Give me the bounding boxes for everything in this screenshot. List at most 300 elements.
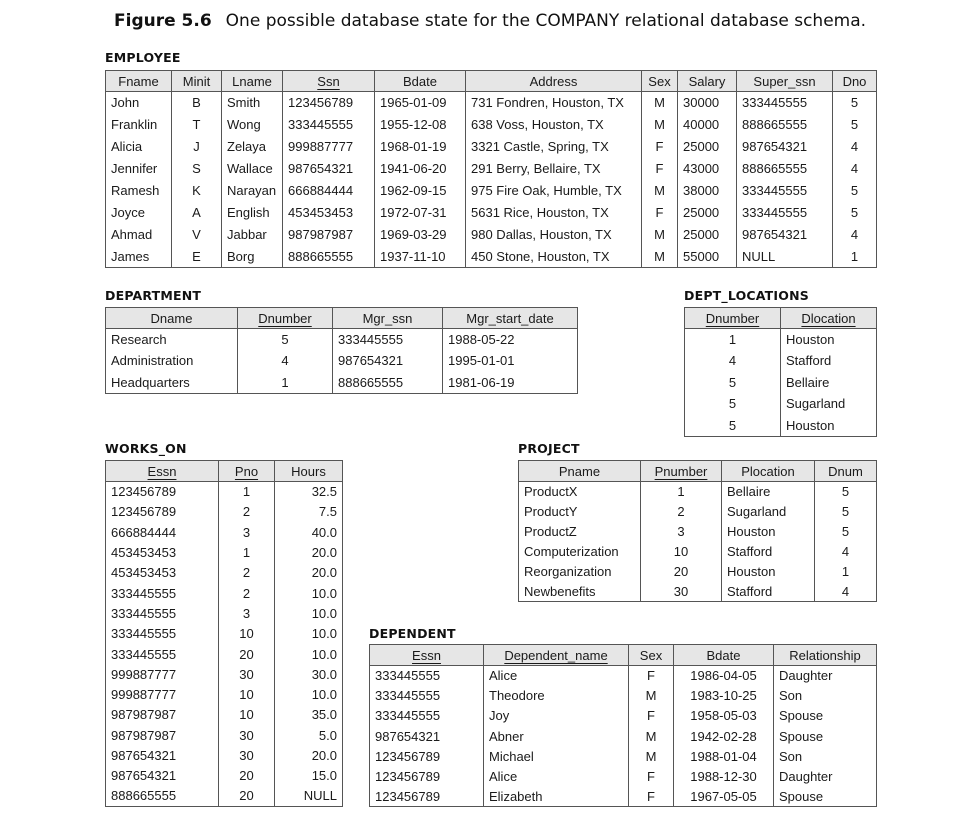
department-cell: Research [106,329,238,351]
project-cell: Houston [722,562,815,582]
employee-column-header [833,71,877,92]
project-cell: Houston [722,522,815,542]
works-on-cell: 10 [219,684,275,704]
employee-column-label: Fname [118,73,159,89]
employee-column-label: Lname [232,73,272,89]
employee-row [106,246,877,268]
dept-locations-cell: 5 [685,393,781,415]
project-cell: 5 [815,502,877,522]
works-on-row [106,766,343,786]
department-column-header [443,308,578,329]
works-on-cell: 20.0 [275,542,343,562]
works-on-row [106,624,343,644]
employee-row [106,136,877,158]
works-on-cell: 453453453 [106,542,219,562]
employee-cell: 333445555 [737,92,833,114]
dependent-cell: 1986-04-05 [674,666,774,686]
works-on-cell: 987654321 [106,766,219,786]
works-on-cell: 453453453 [106,563,219,583]
works-on-column-header [106,461,219,482]
dependent-row [370,746,877,766]
project-cell: 30 [641,582,722,602]
employee-column-header [172,71,222,92]
employee-cell: T [172,114,222,136]
works-on-cell: NULL [275,786,343,806]
employee-column-label: Address [529,73,578,89]
project-cell: 2 [641,502,722,522]
employee-cell: V [172,224,222,246]
dependent-cell: Spouse [774,787,877,807]
department-cell: 333445555 [333,329,443,351]
employee-cell: James [106,246,172,268]
dept-locations-row [685,372,877,394]
employee-column-label: Salary [688,73,726,89]
dependent-column-header [774,645,877,666]
employee-cell: M [642,114,678,136]
works-on-cell: 30 [219,664,275,684]
project-cell: ProductZ [519,522,641,542]
works-on-row [106,684,343,704]
department-row [106,372,578,394]
project-cell: 5 [815,482,877,502]
employee-row [106,224,877,246]
employee-cell: 5 [833,92,877,114]
dept-locations-table-title: DEPT_LOCATIONS [684,288,809,303]
dependent-cell: Abner [484,726,629,746]
works-on-cell: 333445555 [106,603,219,623]
project-cell: 1 [815,562,877,582]
works-on-row [106,502,343,522]
project-row [519,582,877,602]
department-cell: Headquarters [106,372,238,394]
employee-column-label: Sex [648,73,671,89]
employee-cell: 4 [833,136,877,158]
employee-cell: 1968-01-19 [375,136,466,158]
works-on-table [105,460,343,807]
project-table [518,460,877,602]
works-on-row [106,482,343,502]
figure-number: Figure 5.6 [114,11,212,31]
dependent-cell: 987654321 [370,726,484,746]
project-column-header [519,461,641,482]
department-column-label: Dnumber [258,310,312,326]
dependent-cell: Elizabeth [484,787,629,807]
project-cell: 10 [641,542,722,562]
employee-cell: 980 Dallas, Houston, TX [466,224,642,246]
dept-locations-cell: 5 [685,415,781,437]
employee-column-header [737,71,833,92]
project-cell: Stafford [722,542,815,562]
employee-cell: 453453453 [283,202,375,224]
project-row [519,562,877,582]
dept-locations-cell: 5 [685,372,781,394]
works-on-cell: 30 [219,745,275,765]
dependent-cell: 1988-12-30 [674,766,774,786]
employee-cell: Joyce [106,202,172,224]
dept-locations-column-label: Dnumber [705,310,760,326]
employee-cell: 38000 [678,180,737,202]
dependent-cell: 123456789 [370,766,484,786]
works-on-column-header [219,461,275,482]
works-on-cell: 20.0 [275,563,343,583]
project-cell: 4 [815,542,877,562]
project-column-label: Dnum [828,463,863,479]
employee-row [106,202,877,224]
works-on-cell: 333445555 [106,624,219,644]
employee-cell: M [642,246,678,268]
works-on-cell: 35.0 [275,705,343,725]
department-column-label: Dname [150,310,193,326]
employee-table [105,70,877,268]
dependent-cell: M [629,726,674,746]
department-column-header [106,308,238,329]
employee-cell: 1941-06-20 [375,158,466,180]
dependent-cell: Joy [484,706,629,726]
dept-locations-row [685,329,877,351]
employee-cell: J [172,136,222,158]
department-cell: Administration [106,350,238,372]
employee-cell: 731 Fondren, Houston, TX [466,92,642,114]
employee-cell: 987654321 [737,136,833,158]
project-column-header [815,461,877,482]
employee-column-header [642,71,678,92]
dependent-column-label: Essn [412,647,441,663]
employee-cell: 1 [833,246,877,268]
works-on-row [106,603,343,623]
works-on-table-title: WORKS_ON [105,441,187,456]
employee-cell: 987987987 [283,224,375,246]
project-row [519,522,877,542]
employee-cell: 333445555 [737,202,833,224]
works-on-cell: 10 [219,624,275,644]
dependent-cell: Son [774,746,877,766]
employee-column-label: Minit [182,73,211,89]
project-cell: Stafford [722,582,815,602]
works-on-cell: 123456789 [106,502,219,522]
dependent-column-label: Sex [639,647,663,663]
dependent-cell: 123456789 [370,746,484,766]
project-cell: 1 [641,482,722,502]
dependent-cell: 333445555 [370,706,484,726]
works-on-column-label: Hours [291,463,326,479]
works-on-cell: 1 [219,542,275,562]
works-on-cell: 2 [219,502,275,522]
dependent-cell: Daughter [774,766,877,786]
works-on-row [106,563,343,583]
dependent-column-header [484,645,629,666]
project-row [519,482,877,502]
dept-locations-column-header [685,308,781,329]
dependent-row [370,686,877,706]
employee-column-header [106,71,172,92]
employee-cell: M [642,180,678,202]
employee-cell: Franklin [106,114,172,136]
works-on-cell: 10.0 [275,583,343,603]
employee-cell: 888665555 [737,114,833,136]
department-cell: 888665555 [333,372,443,394]
works-on-cell: 666884444 [106,522,219,542]
dept-locations-cell: 1 [685,329,781,351]
dependent-cell: Theodore [484,686,629,706]
employee-cell: 987654321 [737,224,833,246]
employee-cell: M [642,224,678,246]
employee-cell: 5 [833,180,877,202]
works-on-cell: 20 [219,786,275,806]
employee-cell: 1965-01-09 [375,92,466,114]
dependent-row [370,666,877,686]
employee-cell: Smith [222,92,283,114]
works-on-cell: 333445555 [106,583,219,603]
works-on-cell: 1 [219,482,275,502]
works-on-cell: 20 [219,766,275,786]
department-table-title: DEPARTMENT [105,288,202,303]
works-on-cell: 5.0 [275,725,343,745]
dept-locations-row [685,350,877,372]
figure-caption-text: One possible database state for the COMPANY relational database schema. [225,11,867,31]
project-row [519,502,877,522]
works-on-cell: 10.0 [275,644,343,664]
employee-cell: Wong [222,114,283,136]
dept-locations-row [685,393,877,415]
department-cell: 4 [238,350,333,372]
dept-locations-cell: 4 [685,350,781,372]
works-on-row [106,705,343,725]
dependent-table-title: DEPENDENT [369,626,456,641]
department-cell: 987654321 [333,350,443,372]
dept-locations-cell: Stafford [781,350,877,372]
dependent-column-label: Relationship [789,647,861,663]
employee-cell: 291 Berry, Bellaire, TX [466,158,642,180]
employee-cell: English [222,202,283,224]
project-cell: 4 [815,582,877,602]
works-on-cell: 10 [219,705,275,725]
employee-cell: 55000 [678,246,737,268]
project-cell: 3 [641,522,722,542]
employee-column-header [678,71,737,92]
employee-row [106,180,877,202]
works-on-cell: 20.0 [275,745,343,765]
employee-cell: B [172,92,222,114]
dept-locations-row [685,415,877,437]
employee-cell: E [172,246,222,268]
employee-cell: Jabbar [222,224,283,246]
works-on-row [106,745,343,765]
project-cell: Sugarland [722,502,815,522]
dependent-cell: F [629,706,674,726]
employee-cell: F [642,202,678,224]
employee-cell: 333445555 [737,180,833,202]
employee-column-header [283,71,375,92]
works-on-cell: 15.0 [275,766,343,786]
dependent-row [370,766,877,786]
dept-locations-cell: Houston [781,329,877,351]
dependent-cell: 1983-10-25 [674,686,774,706]
department-cell: 1981-06-19 [443,372,578,394]
dept-locations-column-header [781,308,877,329]
project-table-title: PROJECT [518,441,580,456]
works-on-row [106,725,343,745]
works-on-cell: 30 [219,725,275,745]
employee-cell: Narayan [222,180,283,202]
employee-cell: S [172,158,222,180]
dependent-cell: F [629,766,674,786]
employee-column-header [466,71,642,92]
works-on-row [106,664,343,684]
dept-locations-cell: Sugarland [781,393,877,415]
works-on-cell: 999887777 [106,684,219,704]
dependent-cell: Spouse [774,726,877,746]
employee-row [106,92,877,114]
employee-cell: K [172,180,222,202]
department-column-header [238,308,333,329]
employee-cell: 30000 [678,92,737,114]
employee-cell: Jennifer [106,158,172,180]
dept-locations-cell: Bellaire [781,372,877,394]
dependent-cell: M [629,686,674,706]
project-cell: Newbenefits [519,582,641,602]
employee-cell: 888665555 [283,246,375,268]
department-column-header [333,308,443,329]
works-on-cell: 30.0 [275,664,343,684]
dependent-cell: Alice [484,666,629,686]
works-on-column-label: Essn [147,463,177,479]
dependent-column-label: Dependent_name [504,647,608,663]
employee-cell: 1972-07-31 [375,202,466,224]
employee-column-label: Bdate [403,73,437,89]
project-column-label: Pnumber [654,463,708,479]
employee-cell: 333445555 [283,114,375,136]
works-on-row [106,522,343,542]
employee-cell: 450 Stone, Houston, TX [466,246,642,268]
works-on-cell: 10.0 [275,624,343,644]
employee-cell: 4 [833,158,877,180]
employee-cell: Ramesh [106,180,172,202]
employee-cell: NULL [737,246,833,268]
project-cell: Reorganization [519,562,641,582]
employee-cell: 1969-03-29 [375,224,466,246]
employee-cell: Ahmad [106,224,172,246]
employee-cell: Zelaya [222,136,283,158]
dependent-cell: 1988-01-04 [674,746,774,766]
dependent-cell: Son [774,686,877,706]
employee-cell: 1937-11-10 [375,246,466,268]
dependent-cell: Spouse [774,706,877,726]
employee-cell: 25000 [678,224,737,246]
dept-locations-column-label: Dlocation [801,310,856,326]
project-cell: 5 [815,522,877,542]
works-on-cell: 123456789 [106,482,219,502]
employee-cell: 40000 [678,114,737,136]
dept-locations-table [684,307,877,437]
employee-cell: 888665555 [737,158,833,180]
employee-cell: John [106,92,172,114]
dependent-row [370,706,877,726]
employee-cell: 987654321 [283,158,375,180]
dept-locations-cell: Houston [781,415,877,437]
works-on-column-header [275,461,343,482]
employee-cell: Borg [222,246,283,268]
dependent-cell: 1967-05-05 [674,787,774,807]
employee-column-header [375,71,466,92]
dependent-column-header [674,645,774,666]
works-on-cell: 987987987 [106,725,219,745]
department-row [106,350,578,372]
project-row [519,542,877,562]
dependent-row [370,726,877,746]
employee-cell: 1962-09-15 [375,180,466,202]
works-on-row [106,644,343,664]
employee-cell: 975 Fire Oak, Humble, TX [466,180,642,202]
employee-cell: A [172,202,222,224]
department-row [106,329,578,351]
project-column-header [641,461,722,482]
dependent-cell: 1958-05-03 [674,706,774,726]
works-on-cell: 20 [219,644,275,664]
department-cell: 1 [238,372,333,394]
works-on-cell: 2 [219,563,275,583]
dependent-cell: Alice [484,766,629,786]
employee-cell: F [642,136,678,158]
dependent-cell: 123456789 [370,787,484,807]
department-column-label: Mgr_start_date [466,310,554,326]
works-on-row [106,542,343,562]
project-cell: ProductY [519,502,641,522]
dependent-column-header [629,645,674,666]
employee-cell: 1955-12-08 [375,114,466,136]
dependent-column-header [370,645,484,666]
works-on-cell: 888665555 [106,786,219,806]
department-table [105,307,578,394]
dependent-table [369,644,877,807]
employee-row [106,158,877,180]
employee-cell: 999887777 [283,136,375,158]
employee-cell: 25000 [678,202,737,224]
employee-cell: Wallace [222,158,283,180]
employee-cell: 666884444 [283,180,375,202]
works-on-cell: 987654321 [106,745,219,765]
dependent-cell: Daughter [774,666,877,686]
employee-cell: M [642,92,678,114]
works-on-row [106,786,343,806]
department-cell: 1988-05-22 [443,329,578,351]
employee-cell: 5 [833,202,877,224]
works-on-cell: 10.0 [275,684,343,704]
works-on-column-label: Pno [234,463,259,479]
works-on-cell: 2 [219,583,275,603]
dependent-cell: F [629,666,674,686]
dependent-column-label: Bdate [706,647,741,663]
project-cell: 20 [641,562,722,582]
project-cell: Computerization [519,542,641,562]
employee-row [106,114,877,136]
works-on-cell: 10.0 [275,603,343,623]
works-on-cell: 7.5 [275,502,343,522]
project-column-header [722,461,815,482]
employee-cell: F [642,158,678,180]
employee-cell: 5631 Rice, Houston, TX [466,202,642,224]
works-on-cell: 3 [219,603,275,623]
project-column-label: Plocation [741,463,795,479]
employee-cell: Alicia [106,136,172,158]
employee-cell: 638 Voss, Houston, TX [466,114,642,136]
employee-column-label: Super_ssn [753,73,816,89]
dependent-cell: F [629,787,674,807]
dependent-cell: M [629,746,674,766]
works-on-cell: 3 [219,522,275,542]
employee-cell: 43000 [678,158,737,180]
dependent-row [370,787,877,807]
project-cell: ProductX [519,482,641,502]
